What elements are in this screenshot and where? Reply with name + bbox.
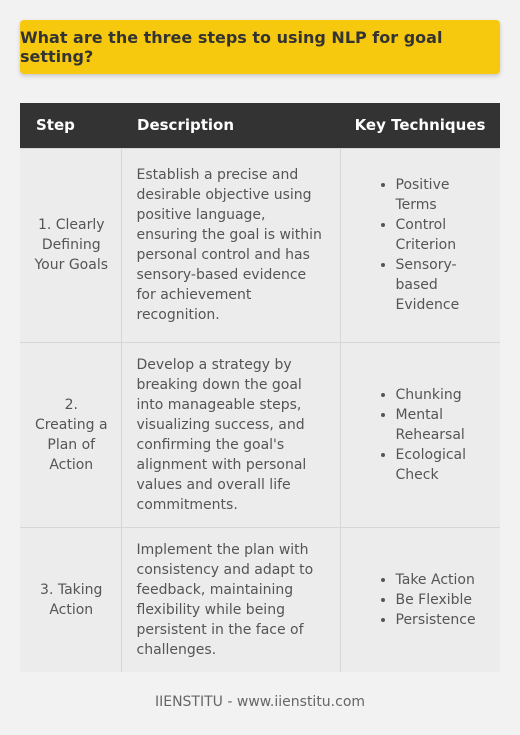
description-cell: Implement the plan with consistency and adapt to feedback, maintaining flexibility while being persistent in the face of challenges. [121, 527, 340, 672]
techniques-cell [340, 527, 500, 672]
table-row [20, 148, 500, 342]
technique-item: • Positive Terms [396, 175, 491, 215]
techniques-list [351, 570, 491, 630]
techniques-list [351, 385, 491, 485]
table-row [20, 527, 500, 672]
description-column-header: Description [121, 103, 340, 148]
technique-item: • Mental Rehearsal [396, 405, 491, 445]
technique-item: • Ecological Check [396, 445, 491, 485]
technique-item: • Take Action [396, 570, 491, 590]
table-row [20, 342, 500, 527]
title-banner [20, 20, 500, 74]
page-title: What are the three steps to using NLP for goal setting? [20, 28, 443, 66]
techniques-cell [340, 148, 500, 342]
description-cell: Establish a precise and desirable objective using positive language, ensuring the goal is within personal control and has sensory-based evidence for achievement recognition. [121, 148, 340, 342]
techniques-list [351, 175, 491, 315]
technique-item: • Chunking [396, 385, 491, 405]
step-cell: 1. Clearly Defining Your Goals [20, 148, 121, 342]
technique-item: • Control Criterion [396, 215, 491, 255]
table-header-row [20, 103, 500, 148]
technique-item: • Be Flexible [396, 590, 491, 610]
description-cell: Develop a strategy by breaking down the goal into manageable steps, visualizing success, and confirming the goal's alignment with personal values and overall life commitments. [121, 342, 340, 527]
techniques-column-header: Key Techniques [340, 103, 500, 148]
step-column-header: Step [20, 103, 121, 148]
step-cell: 3. Taking Action [20, 527, 121, 672]
technique-item: • Sensory-based Evidence [396, 255, 491, 315]
footer-text: IIENSTITU - www.iienstitu.com [154, 694, 366, 710]
steps-table [20, 103, 500, 672]
technique-item: • Persistence [396, 610, 491, 630]
step-cell: 2. Creating a Plan of Action [20, 342, 121, 527]
techniques-cell [340, 342, 500, 527]
